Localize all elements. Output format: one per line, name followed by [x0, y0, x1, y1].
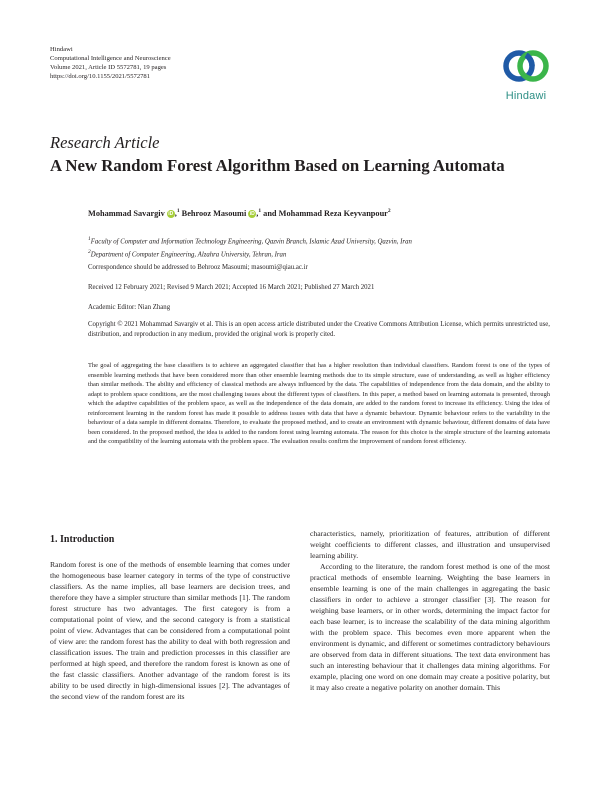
author-affil-sup: 2 — [387, 208, 391, 214]
academic-editor: Academic Editor: Nian Zhang — [88, 304, 171, 311]
author-affil-sup: 1 — [258, 208, 262, 214]
paper-title: A New Random Forest Algorithm Based on Learning Automata — [50, 156, 505, 175]
volume-line: Volume 2021, Article ID 5572781, 19 pages — [50, 64, 167, 71]
body-right-column — [310, 528, 550, 693]
orcid-icon[interactable]: iD — [168, 210, 174, 217]
body-paragraph: According to the literature, the random forest method is one of the most practical methods of ensemble learning. Weighting the base learners in ensemble learning is one of the main challenges in aggregating the basic classifiers in order to achieve a stronger classifier [3]. The reason for weighing base learners, or in other words, determining the impact factor for each base learner, is to increase the scalability of the data mining algorithm with the problem space. This becomes even more apparent when the environment is dynamic, and different or sometimes contradictory behaviours are observed from data in different situations. The text data environment has such an interesting behaviour that it challenges data mining algorithms. For example, placing one word on one domain may create a positive polarity, but it may also create a negative polarity on another domain. This — [310, 562, 550, 692]
hindawi-logo — [496, 44, 556, 106]
orcid-icon[interactable]: iD — [249, 210, 255, 217]
copyright-notice: Copyright © 2021 Mohammad Savargiv et al. This is an open access article distributed under the Creative Commons Attribution License, which permits unrestricted use, distribution, and reproduction in any medium, provided the original work is properly cited. — [88, 321, 550, 338]
body-left-column — [50, 534, 290, 702]
section-heading: 1. Introduction — [50, 534, 115, 545]
doi-link[interactable]: https://doi.org/10.1155/2021/5572781 — [50, 73, 151, 80]
body-paragraph: characteristics, namely, prioritization of features, attribution of different weight coefficients to different classes, and illustration and unsupervised learning ability. — [310, 529, 550, 560]
author-affil-sup: 1 — [176, 208, 180, 214]
author-name: Mohammad Savargiv — [88, 208, 165, 218]
affil-sup: 2 — [88, 249, 91, 256]
header-meta — [50, 45, 350, 81]
author-name: Behrooz Masoumi — [181, 208, 247, 218]
affil-text: Faculty of Computer and Information Technology Engineering, Qazvin Branch, Islamic Azad University, Qazvin, Iran — [90, 238, 412, 246]
affil-sup: 1 — [88, 236, 91, 242]
correspondence: Correspondence should be addressed to Behrooz Masoumi; masoumi@qiau.ac.ir — [88, 264, 308, 271]
journal-name: Computational Intelligence and Neuroscience — [50, 55, 171, 62]
author-sep: , — [256, 208, 259, 218]
dates-line: Received 12 February 2021; Revised 9 March 2021; Accepted 16 March 2021; Published 27 March 2021 — [88, 284, 375, 291]
logo-wordmark: Hindawi — [505, 90, 547, 102]
affil-text: Department of Computer Engineering, Alzahra University, Tehran, Iran — [90, 251, 287, 259]
abstract: The goal of aggregating the base classifiers is to achieve an aggregated classifier that has a higher resolution than individual classifiers. Random forest is one of the types of ensemble learning methods that have been considered more than other ensemble learning methods due to its simple structure, ease of understanding, as well as higher efficiency than similar methods. The ability and efficiency of classical methods are always influenced by the data. The capabilities of independence from the data domain, and the ability to adapt to problem space conditions, are the most challenging issues about the different types of classifiers. In this paper, a method based on learning automata is presented, through which the adaptive capabilities of the problem space, as well as the independence of the data domain, are added to the random forest to increase its efficiency. Using the idea of reinforcement learning in the random forest has made it possible to address issues with data that have a dynamic behaviour. Dynamic behaviour refers to the variability in the behaviour of a data sample in different domains. Therefore, to evaluate the proposed method, and to create an environment with dynamic behaviour, different domains of data have been considered. In the proposed method, the idea is added to the random forest using learning automata. The reason for this choice is the simple structure of the learning automata and the compatibility of the learning automata with the problem space. The evaluation results confirm the improvement of random forest efficiency. — [88, 362, 550, 445]
author-name: Mohammad Reza Keyvanpour — [278, 208, 388, 218]
body-paragraph: Random forest is one of the methods of ensemble learning that comes under the homogeneous base learner category in terms of the type of constructive classifiers. As the name implies, all base learners are decision trees, and therefore they have a simpler structure than similar methods [1]. The random forest structure has two advantages. The first category is from a computational point of view, and the second category is from a statistical point of view. Advantages that can be considered from a computational point of view are: the random forest has the ability to deal with both regression and classification issues. The train and prediction processes in this classifier are performed at high speed, and therefore the random forest is known as one of the fast classic classifiers. Another advantage of the random forest is its ability to be used directly in high-dimensional issues [2]. The advantages of the second view of the random forest are its — [50, 560, 290, 701]
affiliation-line — [88, 234, 412, 247]
author-sep: and — [261, 208, 279, 218]
author-list — [88, 208, 391, 218]
hindawi-logo-icon — [496, 44, 556, 90]
affiliations — [88, 234, 412, 261]
publisher-name: Hindawi — [50, 46, 73, 53]
article-type: Research Article — [50, 133, 160, 152]
author-sep: , — [174, 208, 177, 218]
affiliation-line — [88, 247, 412, 260]
